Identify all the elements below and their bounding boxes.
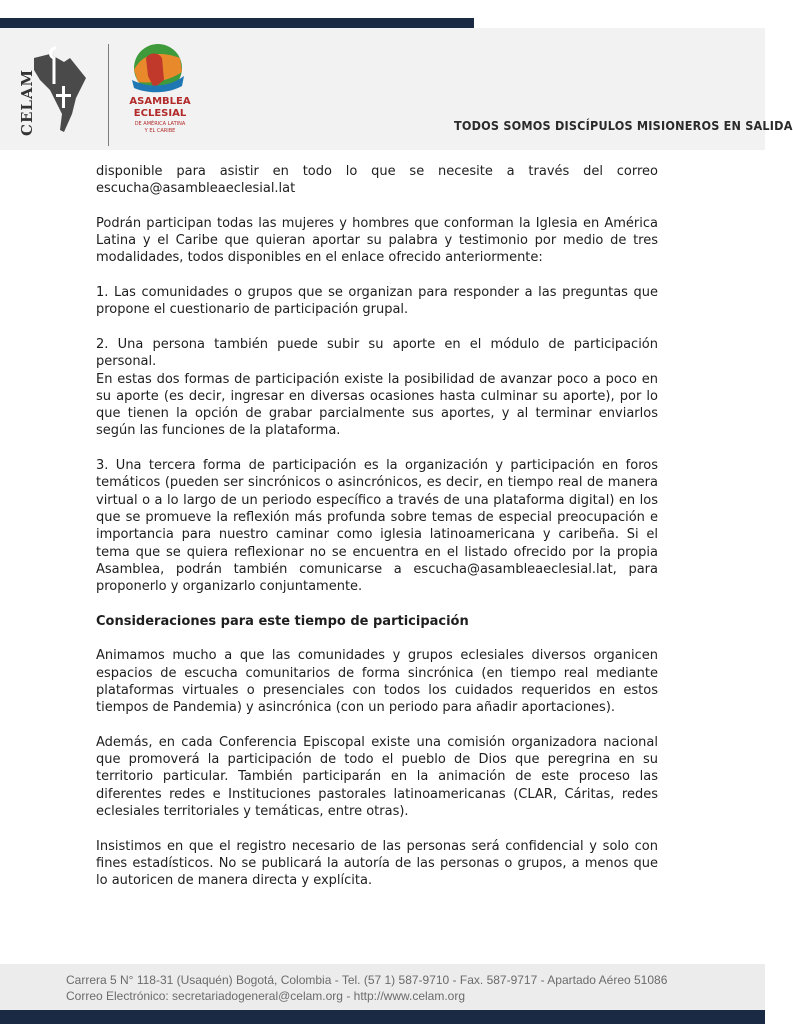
paragraph-listening-spaces: Animamos mucho a que las comunidades y grupos eclesiales diversos organicen espacios de escucha comunitarios de forma sincrónica (en tiempo real mediante plataformas virtuales o presenciales con todos los cuidados requeridos en estos tiempos de Pandemia) y asincrónica (con un periodo para añadir aportaciones). [96,648,658,716]
celam-logo [20,44,92,140]
section-heading: Consideraciones para este tiempo de participación [96,613,469,629]
header-top-bar [0,18,474,28]
asamblea-eclesial-logo [124,40,196,144]
list-item-group-participation: 1. Las comunidades o grupos que se organizan para responder a las preguntas que propone el cuestionario de participación grupal. [96,285,658,318]
celam-logo-text: CELAM [18,68,36,136]
list-item-thematic-forums: 3. Una tercera forma de participación es la organización y participación en foros temáticos (pueden ser sincrónicos o asincrónicos, es decir, en tiempo real de manera virtual o a lo largo de un periodo específico a través de una plataforma digital) en los que se promueve la reflexión más profunda sobre temas de especial preocupación e importancia para nuestro caminar como iglesia latinoamericana y caribeña. Si el tema que se quiera reflexionar no se encuentra en el listado ofrecido por la propia Asamblea, podrán también comunicarse a escucha@asambleaeclesial.lat, para proponerlo y organizarlo conjuntamente. [96,458,658,595]
document-body [96,163,658,907]
header-divider [108,44,109,146]
logo-line-caribe: Y EL CARIBE [144,128,176,134]
logo-line-asamblea: ASAMBLEA [129,96,191,107]
paragraph-contact: disponible para asistir en todo lo que se necesite a través del correo escucha@asambleaeclesial.lat [96,164,658,197]
paragraph-participation-modes: En estas dos formas de participación existe la posibilidad de avanzar poco a poco en su aporte (es decir, ingresar en diversas ocasiones hasta culminar su aporte), por lo que tienen la opción de grabar parcialmente sus aportes, y al terminar enviarlos según las funciones de la plataforma. [96,371,658,439]
list-item-personal-participation: 2. Una persona también puede subir su aporte en el módulo de participación personal. [96,336,658,370]
footer-contact [66,972,756,1004]
footer-email-web: Correo Electrónico: secretariadogeneral@celam.org - http://www.celam.org [66,989,466,1003]
footer-bottom-bar [0,1010,765,1024]
logo-line-eclesial: ECLESIAL [133,108,187,119]
paragraph-participants: Podrán participan todas las mujeres y hombres que conforman la Iglesia en América Latina y el Caribe que quieran aportar su palabra y testimonio por medio de tres modalidades, todos disponibles en el enlace ofrecido anteriormente: [96,215,658,266]
paragraph-episcopal-conference: Además, en cada Conferencia Episcopal existe una comisión organizadora nacional que promoverá la participación de todo el pueblo de Dios que peregrina en su territorio particular. También participarán en la animación de este proceso las diferentes redes e Instituciones pastorales latinoamericanas (CLAR, Cáritas, redes eclesiales territoriales y temáticas, entre otras). [96,734,658,819]
header-tagline: TODOS SOMOS DISCÍPULOS MISIONEROS EN SALIDA [454,118,793,133]
paragraph-confidentiality: Insistimos en que el registro necesario de las personas será confidencial y solo con fines estadísticos. No se publicará la autoría de las personas o grupos, a menos que lo autoricen de manera directa y explícita. [96,838,658,889]
logo-line-region: DE AMÉRICA LATINA [134,121,186,127]
footer-address: Carrera 5 N° 118-31 (Usaquén) Bogotá, Colombia - Tel. (57 1) 587-9710 - Fax. 587-9717 - Apartado Aéreo 51086 [66,973,668,987]
